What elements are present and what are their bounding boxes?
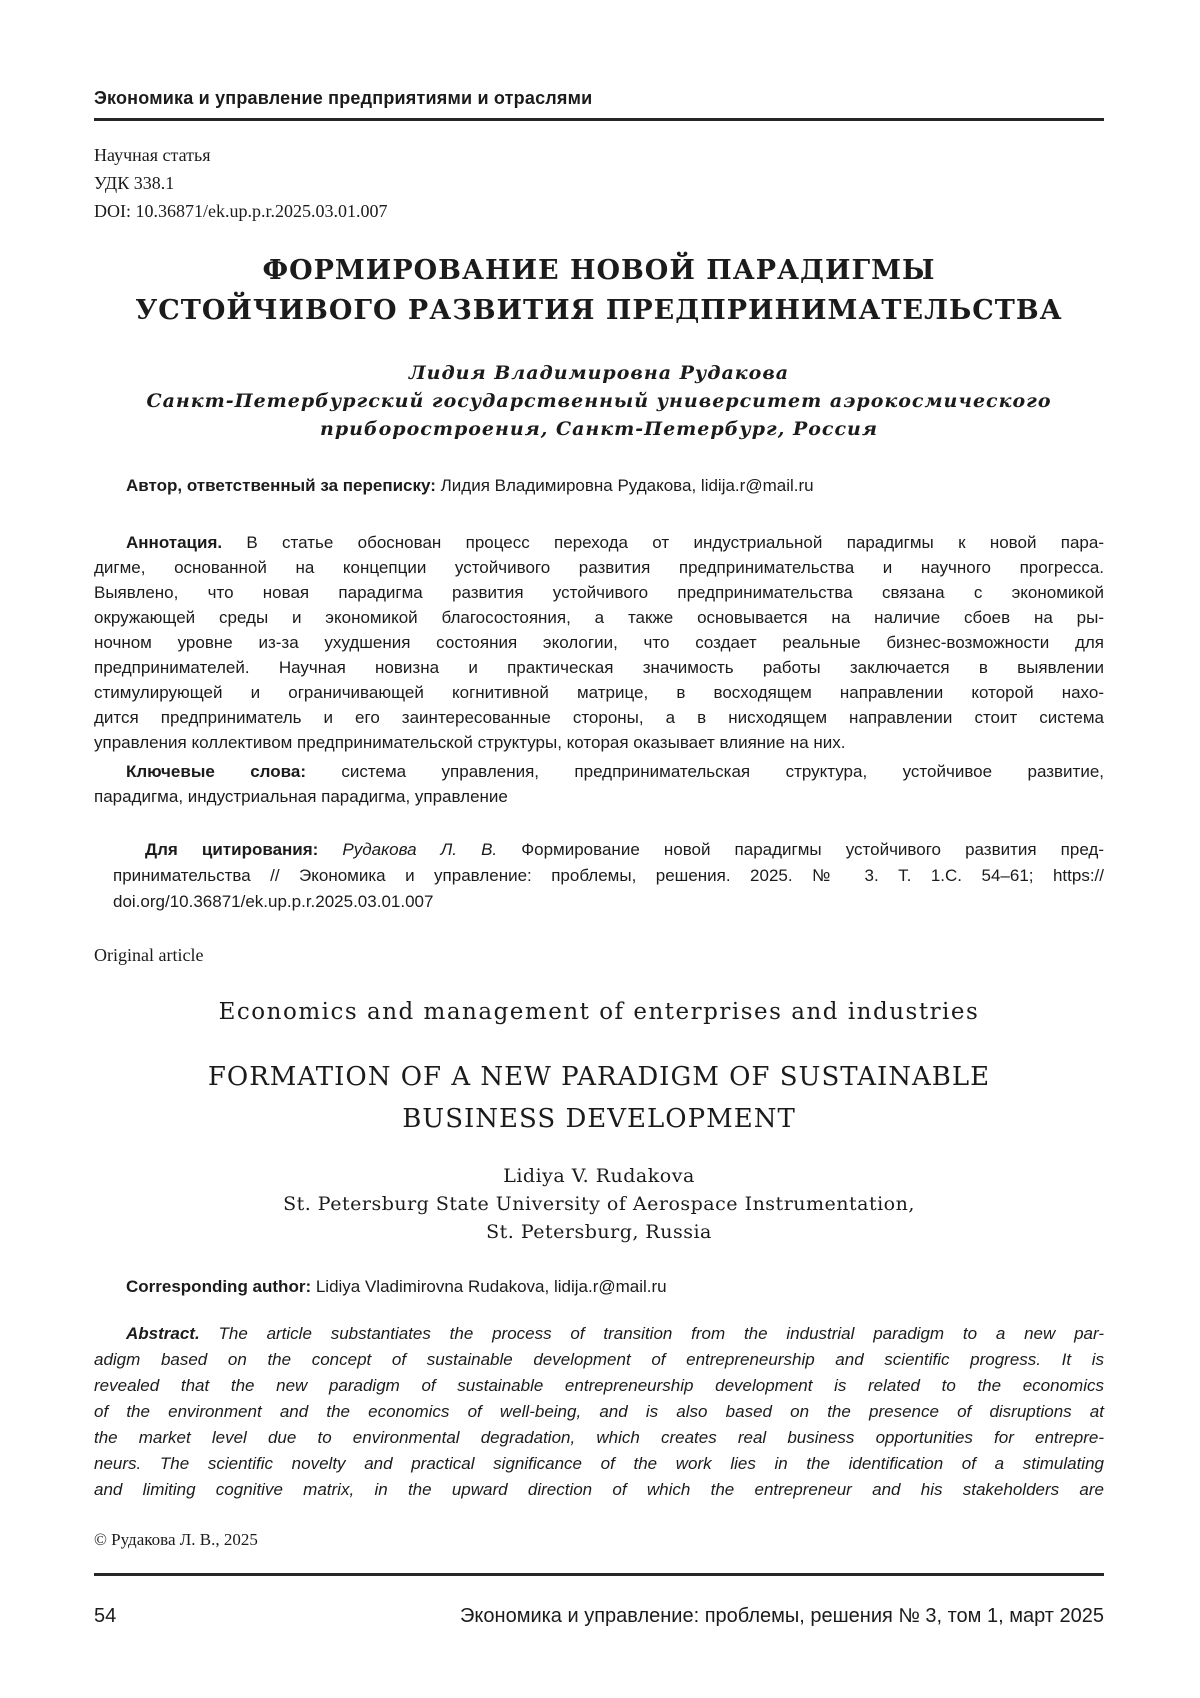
authors-ru xyxy=(94,359,1104,443)
header-rule xyxy=(94,118,1104,121)
page-number: 54 xyxy=(94,1605,117,1627)
text-line: Санкт-Петербургский государственный университет аэрокосмического xyxy=(146,390,1052,412)
doi-label: DOI: 10.36871/ek.up.p.r.2025.03.01.007 xyxy=(94,201,388,221)
text-line: Автор, ответственный за переписку: Лидия Владимировна Рудакова, lidija.r@mail.ru xyxy=(126,476,814,495)
keywords-ru xyxy=(94,759,1104,809)
text-line: дигме, основанной на концепции устойчивого развития предпринимательства и научного прогресса. xyxy=(94,558,1104,577)
text-line: стимулирующей и ограничивающей когнитивной матрице, в восходящем направлении которой нахо- xyxy=(94,683,1104,702)
citation-ru xyxy=(113,837,1104,915)
text-line: Для цитирования: Рудакова Л. В. Формирование новой парадигмы устойчивого развития пред- xyxy=(145,840,1104,859)
text-line: FORMATION OF A NEW PARADIGM OF SUSTAINABLE xyxy=(207,1062,991,1092)
udc-label: УДК 338.1 xyxy=(94,173,175,193)
section-title-en: Economics and management of enterprises and industries xyxy=(218,999,980,1025)
text-line: of the environment and the economics of well-being, and is also based on the presence of disruptions at xyxy=(94,1402,1104,1421)
text-line: дится предприниматель и его заинтересованные стороны, а в нисходящем направлении стоит система xyxy=(94,708,1104,727)
text-line: приборостроения, Санкт-Петербург, Россия xyxy=(320,418,878,440)
text-line: ФОРМИРОВАНИЕ НОВОЙ ПАРАДИГМЫ xyxy=(262,255,936,286)
title-ru xyxy=(94,251,1104,331)
article-meta xyxy=(94,141,1104,225)
text-line: neurs. The scientific novelty and practical significance of the work lies in the identification of a stimulating xyxy=(94,1454,1104,1473)
text-line: принимательства // Экономика и управление: проблемы, решения. 2025. № 3. Т. 1.С. 54–61; https:// xyxy=(113,866,1104,885)
text-line: управления коллективом предпринимательской структуры, которая оказывает влияние на них. xyxy=(94,733,846,752)
text-line: предпринимателей. Научная новизна и практическая значимость работы заключается в выявлении xyxy=(94,658,1104,677)
abstract-ru xyxy=(94,530,1104,755)
text-line: and limiting cognitive matrix, in the upward direction of which the entrepreneur and his stakeholders are xyxy=(94,1480,1104,1499)
footer-rule xyxy=(94,1573,1104,1576)
text-line: St. Petersburg State University of Aerospace Instrumentation, xyxy=(283,1193,915,1215)
text-line: Abstract. The article substantiates the process of transition from the industrial paradigm to a new par- xyxy=(126,1324,1104,1343)
text-line: Lidiya V. Rudakova xyxy=(503,1165,695,1187)
text-line: ночном уровне из-за ухудшения состояния экологии, что создает реальные бизнес-возможности для xyxy=(94,633,1104,652)
article-type-label: Научная статья xyxy=(94,145,211,165)
text-line: Аннотация. В статье обоснован процесс перехода от индустриальной парадигмы к новой пара- xyxy=(126,533,1104,552)
text-line: BUSINESS DEVELOPMENT xyxy=(402,1104,796,1134)
text-line: УСТОЙЧИВОГО РАЗВИТИЯ ПРЕДПРИНИМАТЕЛЬСТВА xyxy=(135,295,1063,326)
text-line: парадигма, индустриальная парадигма, управление xyxy=(94,787,508,806)
running-head: Экономика и управление предприятиями и отраслями xyxy=(94,88,593,108)
text-line: окружающей среды и экономикой благосостояния, а также основывается на наличие сбоев на ры- xyxy=(94,608,1104,627)
text-line: adigm based on the concept of sustainable development of entrepreneurship and scientific progress. It is xyxy=(94,1350,1104,1369)
title-en xyxy=(94,1056,1104,1140)
text-line: Выявлено, что новая парадигма развития устойчивого предпринимательства связана с экономикой xyxy=(94,583,1104,602)
text-line: Corresponding author: Lidiya Vladimirovna Rudakova, lidija.r@mail.ru xyxy=(126,1277,667,1296)
text-line: St. Petersburg, Russia xyxy=(486,1221,712,1243)
abstract-en xyxy=(94,1321,1104,1503)
journal-line: Экономика и управление: проблемы, решения № 3, том 1, март 2025 xyxy=(460,1605,1104,1627)
original-article-label: Original article xyxy=(94,945,204,965)
text-line: the market level due to environmental degradation, which creates real business opportunities for entrepre- xyxy=(94,1428,1104,1447)
text-line: revealed that the new paradigm of sustainable entrepreneurship development is related to the economics xyxy=(94,1376,1104,1395)
corresponding-author-ru xyxy=(94,473,1104,498)
page-footer xyxy=(94,1602,1104,1630)
corresponding-author-en xyxy=(94,1274,1104,1299)
text-line: Лидия Владимировна Рудакова xyxy=(408,362,790,384)
copyright-notice: © Рудакова Л. В., 2025 xyxy=(94,1530,258,1549)
text-line: doi.org/10.36871/ek.up.p.r.2025.03.01.007 xyxy=(113,892,434,911)
authors-en xyxy=(94,1162,1104,1246)
text-line: Ключевые слова: система управления, предпринимательская структура, устойчивое развитие, xyxy=(126,762,1104,781)
